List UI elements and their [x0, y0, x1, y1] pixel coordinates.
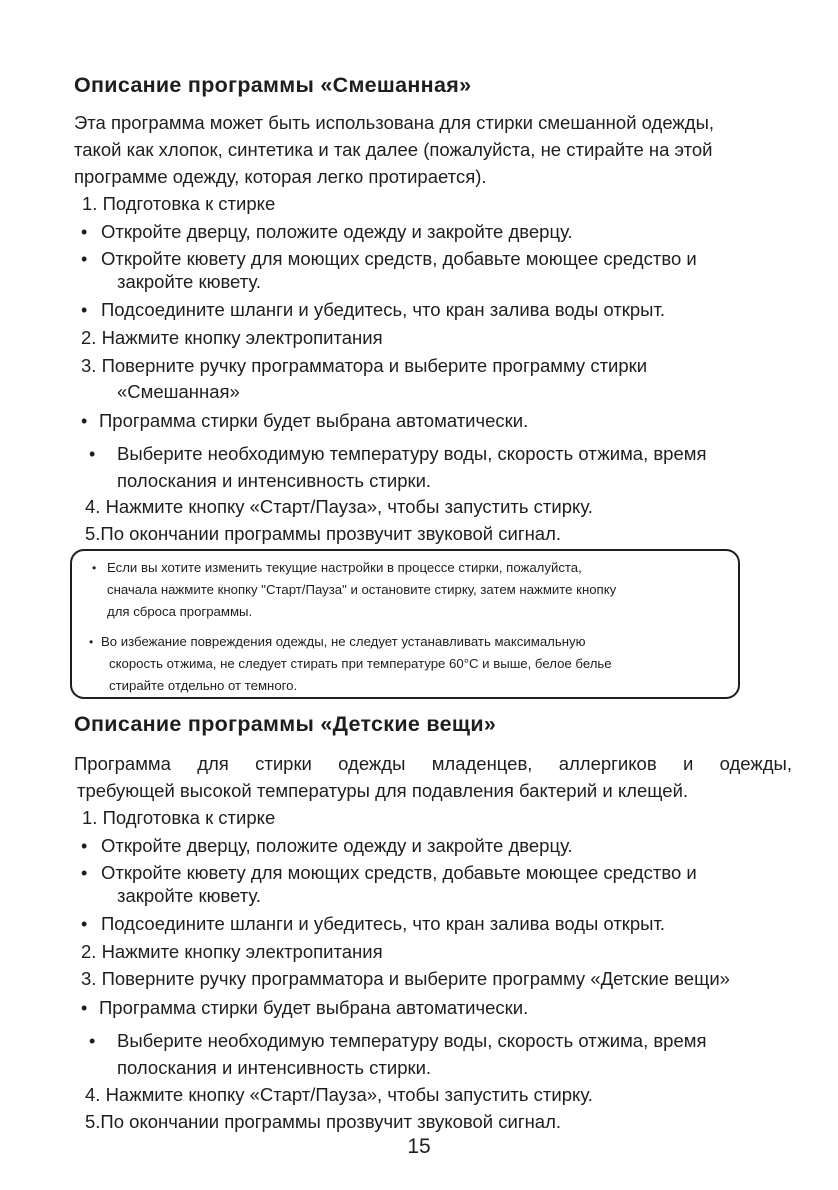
section-title-mixed: Описание программы «Смешанная» — [74, 73, 472, 97]
note-1-line-3: для сброса программы. — [107, 604, 253, 619]
intro-line-3: программе одежду, которая легко протирается). — [74, 166, 487, 187]
note-2-line-3: стирайте отдельно от темного. — [109, 678, 298, 693]
page-number: 15 — [407, 1135, 431, 1158]
bullet-open-door: Откройте дверцу, положите одежду и закройте дверцу. — [101, 221, 573, 242]
bullet-icon: • — [81, 863, 88, 883]
bullet-open-door: Откройте дверцу, положите одежду и закройте дверцу. — [101, 835, 573, 856]
bullet-choose-options: Выберите необходимую температуру воды, скорость отжима, время — [117, 443, 707, 464]
bullet-icon: • — [89, 635, 94, 649]
intro-line-2: такой как хлопок, синтетика и так далее (пожалуйста, не стирайте на этой — [74, 139, 713, 160]
bullet-detergent-cont: закройте кювету. — [117, 271, 261, 292]
step-3: 3. Поверните ручку программатора и выберите программу стирки — [81, 355, 648, 376]
step-3-cont: «Смешанная» — [117, 381, 240, 402]
bullet-detergent: Откройте кювету для моющих средств, добавьте моющее средство и — [101, 248, 697, 269]
step-3: 3. Поверните ручку программатора и выберите программу «Детские вещи» — [81, 968, 730, 989]
intro-word: младенцев, — [431, 753, 533, 774]
intro-line-2: требующей высокой температуры для подавления бактерий и клещей. — [77, 780, 689, 801]
step-2: 2. Нажмите кнопку электропитания — [81, 941, 383, 962]
notes-box — [70, 549, 740, 699]
bullet-icon: • — [89, 1031, 96, 1051]
note-2-line-1: Во избежание повреждения одежды, не следует устанавливать максимальную — [101, 634, 586, 649]
step-4: 4. Нажмите кнопку «Старт/Пауза», чтобы запустить стирку. — [85, 496, 593, 517]
bullet-icon: • — [81, 998, 88, 1018]
bullet-hoses: Подсоедините шланги и убедитесь, что кран залива воды открыт. — [101, 299, 666, 320]
intro-word: одежды, — [719, 753, 792, 774]
step-5: 5.По окончании программы прозвучит звуковой сигнал. — [85, 523, 562, 544]
bullet-choose-options: Выберите необходимую температуру воды, скорость отжима, время — [117, 1030, 707, 1051]
bullet-hoses: Подсоедините шланги и убедитесь, что кран залива воды открыт. — [101, 913, 666, 934]
bullet-auto-select: Программа стирки будет выбрана автоматически. — [99, 410, 529, 431]
bullet-auto-select: Программа стирки будет выбрана автоматически. — [99, 997, 529, 1018]
intro-word: и — [682, 753, 694, 774]
intro-line-1: Эта программа может быть использована для стирки смешанной одежды, — [74, 112, 715, 133]
bullet-icon: • — [81, 222, 88, 242]
step-1: 1. Подготовка к стирке — [82, 193, 276, 214]
note-2-line-2: скорость отжима, не следует стирать при температуре 60°С и выше, белое белье — [109, 656, 612, 671]
section-title-baby: Описание программы «Детские вещи» — [74, 712, 497, 736]
step-4: 4. Нажмите кнопку «Старт/Пауза», чтобы запустить стирку. — [85, 1084, 593, 1105]
bullet-detergent: Откройте кювету для моющих средств, добавьте моющее средство и — [101, 862, 697, 883]
bullet-icon: • — [92, 561, 97, 575]
bullet-detergent-cont: закройте кювету. — [117, 885, 261, 906]
bullet-icon: • — [81, 411, 88, 431]
intro-word: аллергиков — [558, 753, 657, 774]
step-1: 1. Подготовка к стирке — [82, 807, 276, 828]
intro-word: одежды — [338, 753, 406, 774]
bullet-icon: • — [81, 300, 88, 320]
step-2: 2. Нажмите кнопку электропитания — [81, 327, 383, 348]
bullet-icon: • — [81, 836, 88, 856]
intro-word: для — [197, 753, 229, 774]
bullet-icon: • — [81, 914, 88, 934]
bullet-icon: • — [81, 249, 88, 269]
bullet-choose-options-cont: полоскания и интенсивность стирки. — [117, 1057, 432, 1078]
step-5: 5.По окончании программы прозвучит звуковой сигнал. — [85, 1111, 562, 1132]
note-1-line-2: сначала нажмите кнопку "Старт/Пауза" и остановите стирку, затем нажмите кнопку — [107, 582, 617, 597]
note-1-line-1: Если вы хотите изменить текущие настройки в процессе стирки, пожалуйста, — [107, 560, 582, 575]
intro-word: Программа — [74, 753, 171, 774]
bullet-icon: • — [89, 444, 96, 464]
intro-word: стирки — [255, 753, 312, 774]
intro-line-justified — [74, 752, 792, 776]
bullet-choose-options-cont: полоскания и интенсивность стирки. — [117, 470, 432, 491]
